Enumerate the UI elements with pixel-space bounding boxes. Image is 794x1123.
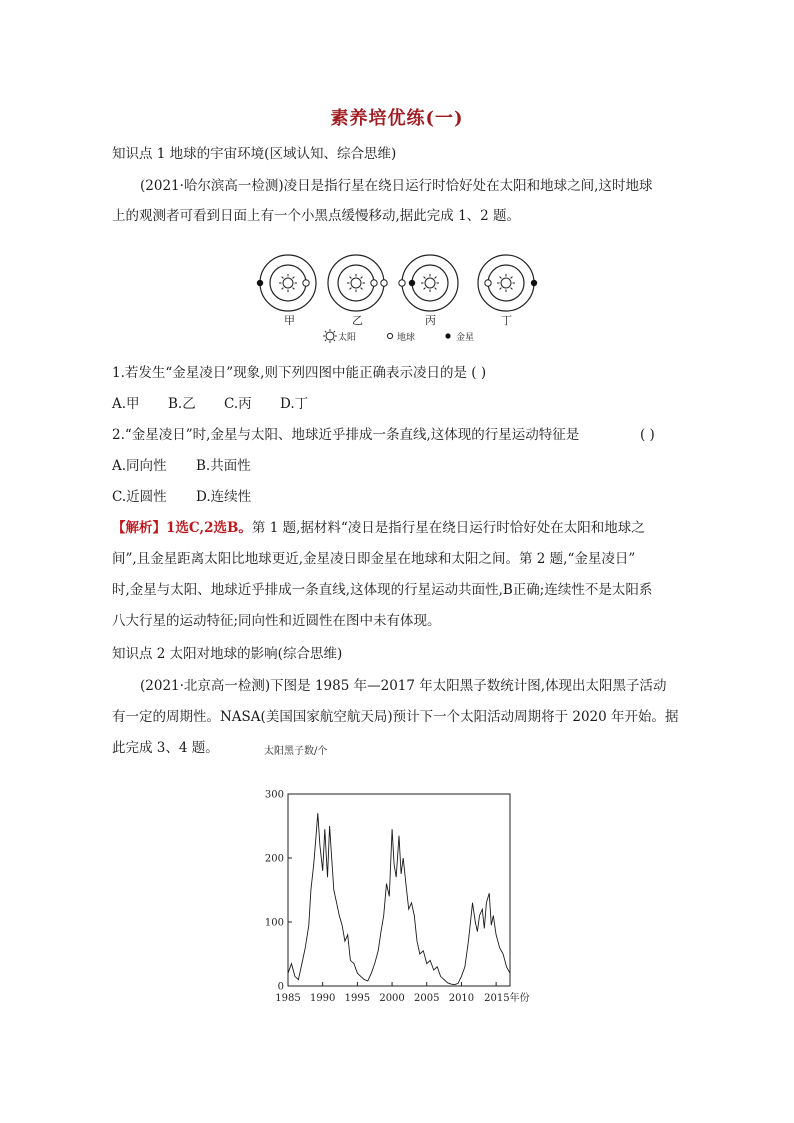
analysis-line1 xyxy=(112,518,645,538)
sun-icon xyxy=(421,274,439,292)
question-2-option-c[interactable]: C.近圆性 xyxy=(112,489,167,505)
panel-label-bing: 丙 xyxy=(425,314,436,327)
venus-icon xyxy=(257,280,263,286)
panel-label-jia: 甲 xyxy=(284,314,295,327)
question-1-option-b[interactable]: B.乙 xyxy=(168,396,196,412)
analysis-tag: 【解析】1选C,2选B。 xyxy=(112,520,252,536)
sun-icon xyxy=(497,274,515,292)
sun-icon xyxy=(347,274,365,292)
venus-icon xyxy=(531,280,537,286)
panel-bing xyxy=(399,255,458,311)
sunspot-series-line xyxy=(288,813,510,985)
figure-legend xyxy=(323,329,474,343)
page-title: 素养培优练(一) xyxy=(330,108,464,129)
venus-icon xyxy=(381,280,387,286)
analysis-text1: 第 1 题,据材料“凌日是指行星在绕日运行时恰好处在太阳和地球之 xyxy=(251,520,645,536)
earth-icon xyxy=(399,280,405,286)
analysis-line4: 八大行星的运动特征;同向性和近圆性在图中未有体现。 xyxy=(112,613,441,629)
earth-icon xyxy=(303,280,309,286)
question-2-stem: 2.“金星凌日”时,金星与太阳、地球近乎排成一条直线,这体现的行星运动特征是 xyxy=(112,427,580,443)
chart-plot-frame xyxy=(288,794,510,986)
section1-intro-line2: 上的观测者可看到日面上有一个小黑点缓慢移动,据此完成 1、2 题。 xyxy=(112,208,521,224)
earth-icon xyxy=(371,280,377,286)
section2-intro-line1: (2021·北京高一检测)下图是 1985 年—2017 年太阳黑子数统计图,体现出太阳黑子活动 xyxy=(140,678,667,694)
section1-heading: 知识点 1 地球的宇宙环境(区域认知、综合思维) xyxy=(112,146,397,162)
panel-jia xyxy=(257,255,316,311)
legend-earth-label: 地球 xyxy=(397,333,416,343)
section2-intro-line2: 有一定的周期性。NASA(美国国家航空航天局)预计下一个太阳活动周期将于 2020 年开始。据 xyxy=(112,709,679,725)
question-2-option-a[interactable]: A.同向性 xyxy=(112,458,167,474)
legend-sun-label: 太阳 xyxy=(338,333,357,343)
section2-heading: 知识点 2 太阳对地球的影响(综合思维) xyxy=(112,646,343,662)
sun-icon xyxy=(279,274,297,292)
legend-sun-icon xyxy=(323,329,337,343)
section2-intro-line3: 此完成 3、4 题。 xyxy=(112,740,219,756)
legend-venus-label: 金星 xyxy=(456,333,475,343)
earth-icon xyxy=(485,280,491,286)
y-tick-label: 0 xyxy=(277,981,284,993)
analysis-line2: 间”,且金星距离太阳比地球更近,金星凌日即金星在地球和太阳之间。第 2 题,“金星凌日” xyxy=(112,551,636,567)
venus-transit-diagram xyxy=(250,248,550,348)
y-tick-label: 100 xyxy=(264,917,284,929)
sunspot-chart xyxy=(262,742,542,1014)
x-tick-label: 2000 xyxy=(379,993,405,1004)
question-1-option-d[interactable]: D.丁 xyxy=(280,396,309,412)
question-1-option-a[interactable]: A.甲 xyxy=(112,396,140,412)
panel-label-yi: 乙 xyxy=(352,314,363,327)
panel-label-ding: 丁 xyxy=(501,314,512,327)
panel-ding xyxy=(478,255,537,311)
question-2-option-b[interactable]: B.共面性 xyxy=(196,458,251,474)
chart-y-axis-label: 太阳黑子数/个 xyxy=(264,746,328,757)
x-tick-label: 1995 xyxy=(344,993,371,1004)
question-1-option-c[interactable]: C.丙 xyxy=(224,396,252,412)
x-tick-label: 2005 xyxy=(414,993,440,1004)
y-tick-label: 200 xyxy=(264,853,284,865)
question-1-stem: 1.若发生“金星凌日”现象,则下列四图中能正确表示凌日的是 ( ) xyxy=(112,365,487,381)
analysis-line3: 时,金星与太阳、地球近乎排成一条直线,这体现的行星运动共面性,B正确;连续性不是太阳系 xyxy=(112,582,653,598)
y-tick-label: 300 xyxy=(264,789,284,801)
venus-icon xyxy=(409,280,415,286)
question-2-option-d[interactable]: D.连续性 xyxy=(196,489,252,505)
x-tick-label: 2010 xyxy=(448,993,475,1004)
legend-venus-icon xyxy=(445,333,450,338)
section1-intro-line1: (2021·哈尔滨高一检测)凌日是指行星在绕日运行时恰好处在太阳和地球之间,这时地球 xyxy=(140,178,653,194)
panel-yi xyxy=(328,255,387,311)
x-tick-label: 1990 xyxy=(309,993,336,1004)
x-tick-label: 1985 xyxy=(275,993,301,1004)
x-tick-label: 2015年份 xyxy=(484,993,530,1004)
question-2-answer-paren: ( ) xyxy=(640,427,655,443)
legend-earth-icon xyxy=(387,333,392,338)
